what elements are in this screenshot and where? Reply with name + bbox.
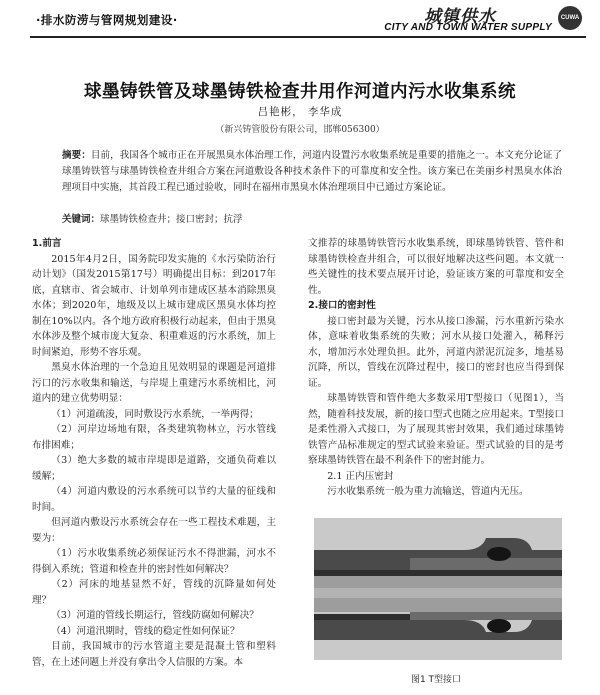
header-divider	[30, 36, 586, 38]
keywords	[62, 212, 562, 228]
list-item: （3）河道的管线长期运行，管线防腐如何解决？	[51, 610, 259, 621]
section-heading-sealing: 2.接口的密封性	[308, 300, 376, 311]
subsection-heading: 2.1 正内压密封	[327, 470, 394, 482]
paragraph: 但河道内敷设污水系统会存在一些工程技术难题，主要为：	[32, 517, 276, 544]
article-title: 球墨铸铁管及球墨铸铁检查井用作河道内污水收集系统	[84, 82, 516, 102]
abstract-label: 摘要：	[62, 150, 91, 161]
body-column-left	[32, 236, 276, 670]
paragraph: 污水收集系统一般为重力流输送，管道内无压。	[327, 486, 529, 497]
section-heading-intro: 1.前言	[32, 238, 62, 249]
abstract	[62, 148, 562, 196]
paragraph: 目前，我国城市的污水管道主要是混凝土管和塑料管，在上述问题上并没有拿出令人信服的方案。本	[32, 641, 276, 668]
brand-english-name: CITY AND TOWN WATER SUPPLY	[384, 22, 552, 33]
journal-logo-icon: CUWA	[558, 6, 582, 30]
article-authors: 吕艳彬， 李华成	[257, 106, 343, 118]
list-item: （4）河道汛期时，管线的稳定性如何保证？	[51, 625, 240, 637]
paragraph: 文推荐的球墨铸铁管污水收集系统，即球墨铸铁管、管件和球墨铸铁检查井组合，可以很好地解决这些问题。本文就一些关键性的技术要点展开讨论，验证该方案的可靠度和安全性。	[308, 238, 564, 296]
figure-t-joint-photo	[314, 518, 562, 660]
journal-brand	[332, 2, 582, 38]
list-item: （4）河道内敷设的污水系统可以节约大量的征线和时间。	[32, 486, 276, 513]
list-item: （1）河道疏浚，同时敷设污水系统，一举两得；	[51, 408, 259, 420]
paragraph: 接口密封最为关键，污水从接口渗漏，污水重新污染水体，意味着收集系统的失败；河水从接口处灌入，稀释污水，增加污水处理负担。此外，河道内淤泥沉淀多，地基易沉降，所以，管线在沉降过程中，接口的密封也应当得到保证。	[308, 315, 564, 389]
journal-section-label: ·排水防涝与管网规划建设·	[36, 13, 178, 27]
body-column-right	[308, 236, 564, 500]
list-item: （1）污水收集系统必须保证污水不得泄漏，河水不得倒入系统；管道和检查井的密封性如何解决？	[32, 548, 276, 575]
paragraph: 球墨铸铁管和管件绝大多数采用T型接口（见图1），当然，随着科技发展，新的接口型式也随之应用起来。T型接口是柔性滑入式接口，为了展现其密封效果，我们通过球墨铸铁管产品标准规定的型式试验来验证。型式试验的目的是考察球墨铸铁管在最不利条件下的密封能力。	[308, 393, 564, 466]
keywords-label: 关键词：	[62, 214, 101, 225]
list-item: （3）绝大多数的城市岸堤即是道路，交通负荷难以缓解；	[32, 455, 276, 482]
paragraph: 黑臭水体治理的一个急迫且见效明显的课题是河道排污口的污水收集和输送，与岸堤上重建污水系统相比，河道内的建立优势明显：	[32, 362, 276, 404]
paragraph: 2015年4月2日，国务院印发实施的《水污染防治行动计划》（国发2015第17号）明确提出目标：到2017年底，直辖市、省会城市、计划单列市建成区基本消除黑臭水体；到2020年，地级及以上城市建成区黑臭水体均控制在10%以内。各个地方政府积极行动起来，但由于黑臭水体涉及整个城市庞大复杂、积重难返的污水系统，加上时间紧迫，形势不容乐观。	[32, 253, 276, 358]
figure-caption: 图1 T型接口	[410, 675, 462, 685]
list-item: （2）河床的地基显然不好，管线的沉降量如何处理？	[32, 579, 276, 606]
list-item: （2）河岸边场地有限，各类建筑物林立，污水管线布排困难；	[32, 424, 276, 451]
t-joint-cross-section-image	[314, 518, 562, 660]
brand-chinese-name: 城镇供水	[424, 7, 496, 27]
keywords-text: 球墨铸铁检查井；接口密封；抗浮	[100, 214, 243, 225]
article-affiliation: （新兴铸管股份有限公司，邯郸056300）	[215, 125, 385, 135]
abstract-text: 目前，我国各个城市正在开展黑臭水体治理工作，河道内设置污水收集系统是重要的措施之一。本文充分论证了球墨铸铁管与球墨铸铁检查井组合方案在河道敷设各种技术条件下的可靠度和安全性。该方案已在美丽乡村黑臭水体治理项目中实施，其首段工程已通过验收，同时在福州市黑臭水体治理项目中已通过方案论证。	[62, 150, 562, 193]
